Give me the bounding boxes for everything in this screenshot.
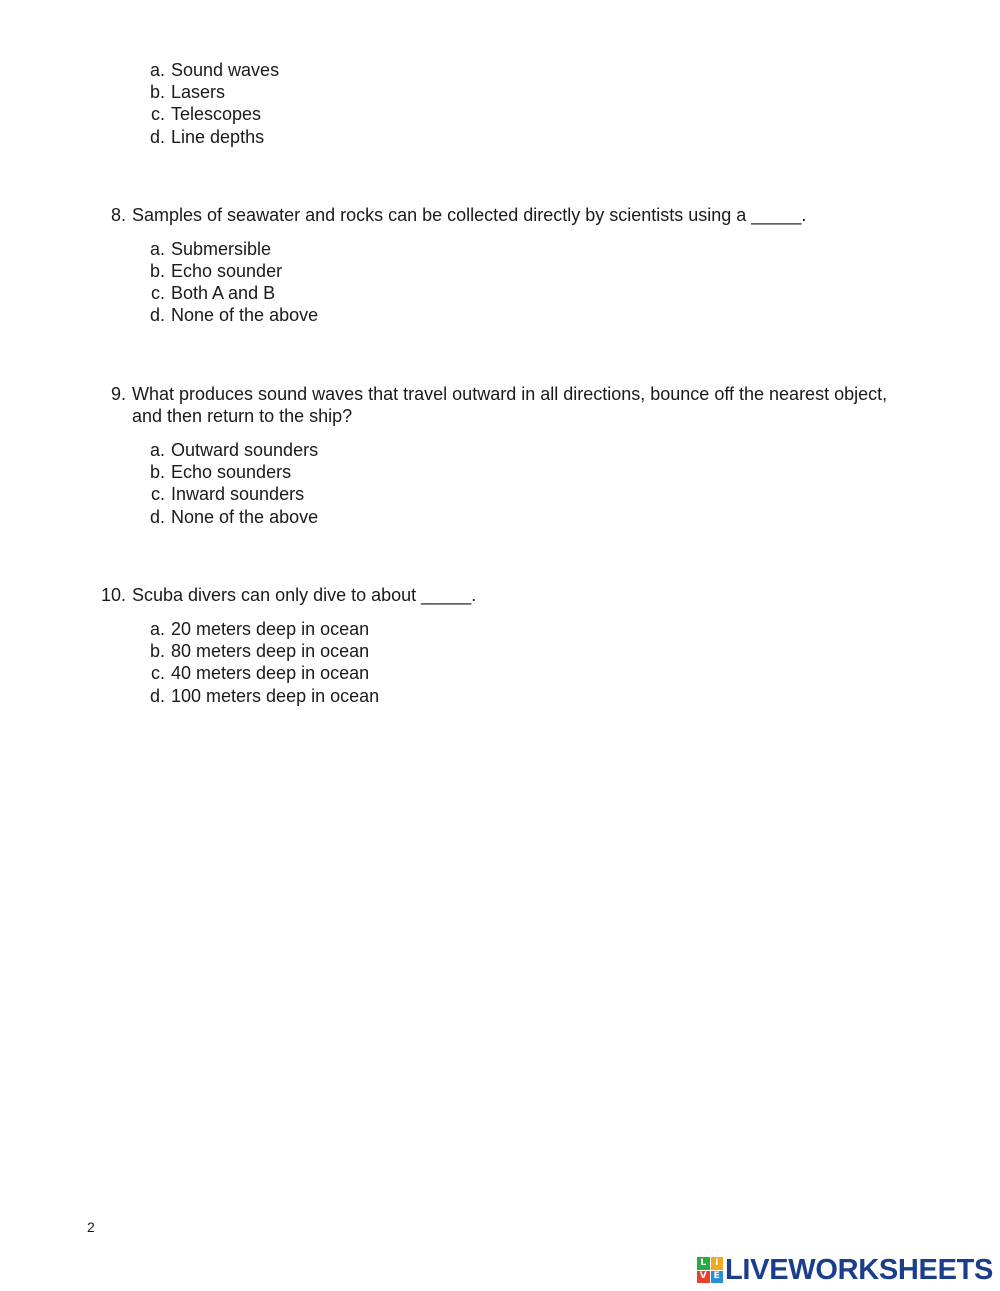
page-number: 2: [87, 1219, 95, 1235]
option-text: Both A and B: [171, 283, 276, 303]
option-text: Echo sounders: [171, 462, 292, 482]
option-text: 40 meters deep in ocean: [171, 663, 370, 683]
option-marker: c.: [150, 283, 165, 303]
option-marker: a.: [149, 60, 165, 80]
option-text: 80 meters deep in ocean: [171, 641, 370, 661]
option-marker: b.: [149, 82, 165, 102]
option-marker: a.: [149, 239, 165, 259]
question-number: 9.: [110, 384, 126, 404]
logo-tile: L: [697, 1257, 710, 1270]
option-marker: d.: [149, 507, 165, 527]
option-text: Line depths: [171, 127, 265, 147]
question-text: Scuba divers can only dive to about _____.: [132, 585, 477, 605]
option-text: Lasers: [171, 82, 226, 102]
option-text: 100 meters deep in ocean: [171, 686, 380, 706]
option-text: None of the above: [171, 507, 319, 527]
live-logo-icon: [697, 1257, 723, 1283]
option-marker: a.: [149, 440, 165, 460]
option-text: Sound waves: [171, 60, 280, 80]
option-marker: c.: [150, 104, 165, 124]
option-text: Submersible: [171, 239, 272, 259]
option-text: 20 meters deep in ocean: [171, 619, 370, 639]
logo-tile: V: [697, 1271, 710, 1284]
option-marker: d.: [149, 305, 165, 325]
logo-tile: I: [711, 1257, 724, 1270]
logo-tile: E: [711, 1271, 724, 1284]
option-marker: b.: [149, 261, 165, 281]
option-text: Echo sounder: [171, 261, 283, 281]
question-text: What produces sound waves that travel outward in all directions, bounce off the nearest object,: [132, 384, 888, 404]
option-text: Outward sounders: [171, 440, 319, 460]
question-text: Samples of seawater and rocks can be collected directly by scientists using a _____.: [132, 205, 807, 225]
option-marker: b.: [149, 462, 165, 482]
option-marker: d.: [149, 127, 165, 147]
option-marker: b.: [149, 641, 165, 661]
option-text: Inward sounders: [171, 484, 305, 504]
liveworksheets-logo: [697, 1253, 993, 1287]
option-text: Telescopes: [171, 104, 262, 124]
option-text: None of the above: [171, 305, 319, 325]
question-text: and then return to the ship?: [132, 406, 353, 426]
option-marker: d.: [149, 686, 165, 706]
brand-text: LIVEWORKSHEETS: [725, 1254, 994, 1286]
question-number: 8.: [110, 205, 126, 225]
option-marker: c.: [150, 663, 165, 683]
option-marker: a.: [149, 619, 165, 639]
option-marker: c.: [150, 484, 165, 504]
question-number: 10.: [100, 585, 126, 605]
